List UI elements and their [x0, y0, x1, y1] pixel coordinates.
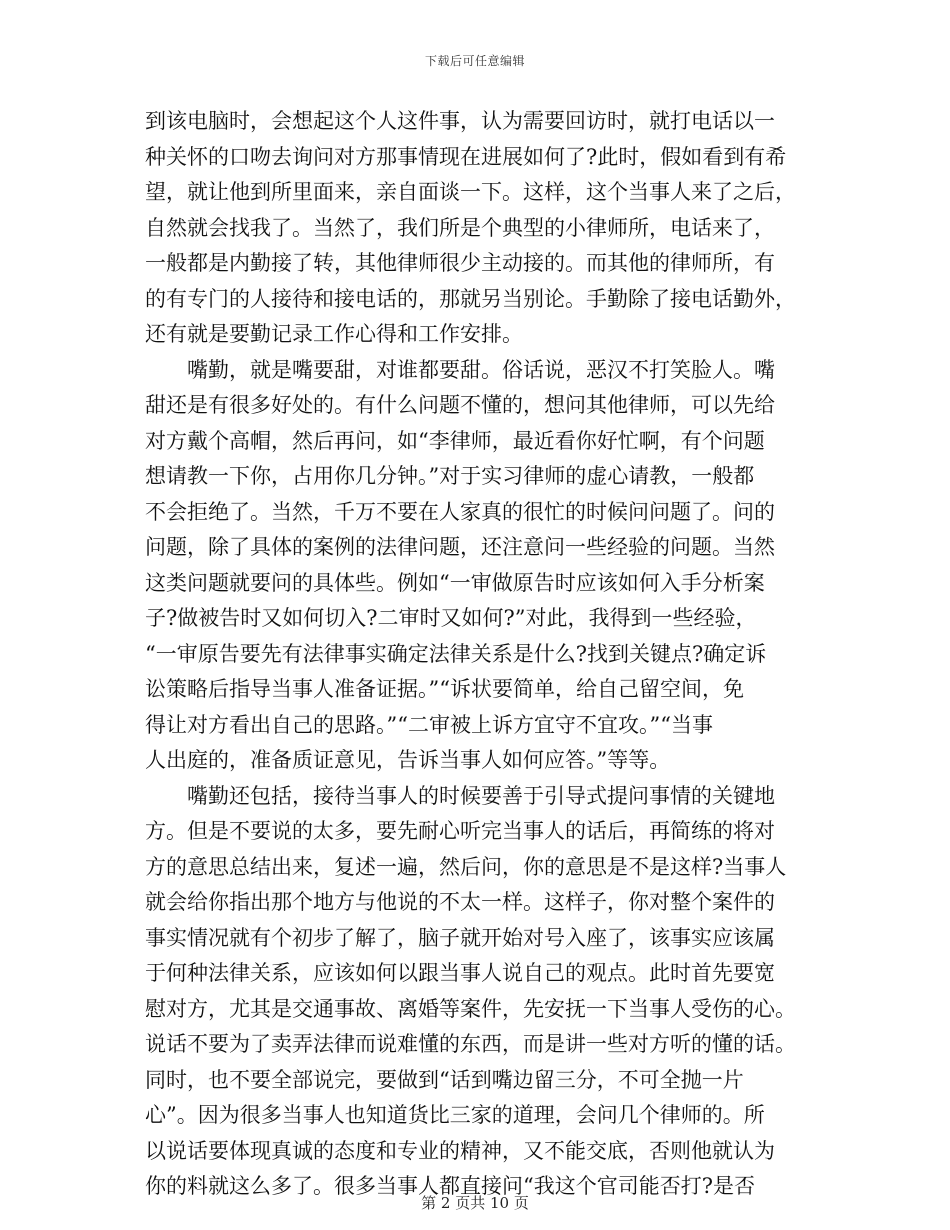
text-line: 嘴勤还包括，接待当事人的时候要善于引导式提问事情的关键地 [145, 783, 775, 808]
body-text [145, 104, 805, 1205]
page-number: 第 2 页共 10 页 [421, 1194, 529, 1212]
text-line: 一般都是内勤接了转，其他律师很少主动接的。而其他的律师所，有 [145, 251, 775, 275]
text-line: 问题，除了具体的案例的法律问题，还注意问一些经验的问题。当然 [145, 535, 775, 559]
text-line: 心”。因为很多当事人也知道货比三家的道理，会问几个律师的。所 [145, 1103, 765, 1127]
text-line: 慰对方，尤其是交通事故、离婚等案件，先安抚一下当事人受伤的心。 [145, 996, 796, 1021]
page-header: 下载后可任意编辑 [424, 54, 525, 68]
text-line: 同时，也不要全部说完，要做到“话到嘴边留三分，不可全抛一片 [145, 1067, 744, 1092]
text-line: 你的料就这么多了。很多当事人都直接问“我这个官司能否打?是否 [145, 1174, 755, 1198]
text-line: 讼策略后指导当事人准备证据。”“诉状要简单，给自己留空间，免 [145, 677, 744, 701]
text-line: 方的意思总结出来，复述一遍，然后问，你的意思是不是这样?当事人 [145, 854, 787, 879]
text-line: 种关怀的口吻去询问对方那事情现在进展如何了?此时，假如看到有希 [145, 144, 787, 169]
text-line: 想请教一下你，占用你几分钟。”对于实习律师的虚心请教，一般都 [145, 464, 755, 488]
text-line: 嘴勤，就是嘴要甜，对谁都要甜。俗话说，恶汉不打笑脸人。嘴 [145, 357, 775, 382]
text-line: 人出庭的，准备质证意见，告诉当事人如何应答。”等等。 [145, 748, 671, 772]
text-line: 不会拒绝了。当然，千万不要在人家真的很忙的时候问问题了。问的 [145, 499, 775, 524]
text-line: 望，就让他到所里面来，亲自面谈一下。这样，这个当事人来了之后， [145, 180, 796, 204]
text-line: 的有专门的人接待和接电话的，那就另当别论。手勤除了接电话勤外， [145, 286, 796, 311]
text-line: 以说话要体现真诚的态度和专业的精神，又不能交底，否则他就认为 [145, 1138, 775, 1163]
text-line: “一审原告要先有法律事实确定法律关系是什么?找到关键点?确定诉 [145, 641, 767, 666]
text-line: 自然就会找我了。当然了，我们所是个典型的小律师所，电话来了， [145, 215, 775, 240]
text-line: 于何种法律关系，应该如何以跟当事人说自己的观点。此时首先要宽 [145, 961, 775, 985]
text-line: 到该电脑时，会想起这个人这件事，认为需要回访时，就打电话以一 [145, 109, 775, 133]
text-line: 对方戴个高帽，然后再问，如“李律师，最近看你好忙啊，有个问题 [145, 428, 765, 453]
text-line: 得让对方看出自己的思路。”“二审被上诉方宜守不宜攻。”“当事 [145, 712, 713, 737]
text-line: 甜还是有很多好处的。有什么问题不懂的，想问其他律师，可以先给 [145, 393, 775, 417]
text-line: 这类问题就要问的具体些。例如“一审做原告时应该如何入手分析案 [145, 570, 765, 595]
text-line: 方。但是不要说的太多，要先耐心听完当事人的话后，再简练的将对 [145, 819, 775, 843]
text-line: 就会给你指出那个地方与他说的不太一样。这样子，你对整个案件的 [145, 890, 775, 914]
text-line: 事实情况就有个初步了解了，脑子就开始对号入座了，该事实应该属 [145, 925, 775, 950]
text-line: 子?做被告时又如何切入?二审时又如何?”对此，我得到一些经验， [145, 606, 757, 630]
text-line: 说话不要为了卖弄法律而说难懂的东西，而是讲一些对方听的懂的话。 [145, 1032, 796, 1056]
text-line: 还有就是要勤记录工作心得和工作安排。 [145, 322, 523, 346]
